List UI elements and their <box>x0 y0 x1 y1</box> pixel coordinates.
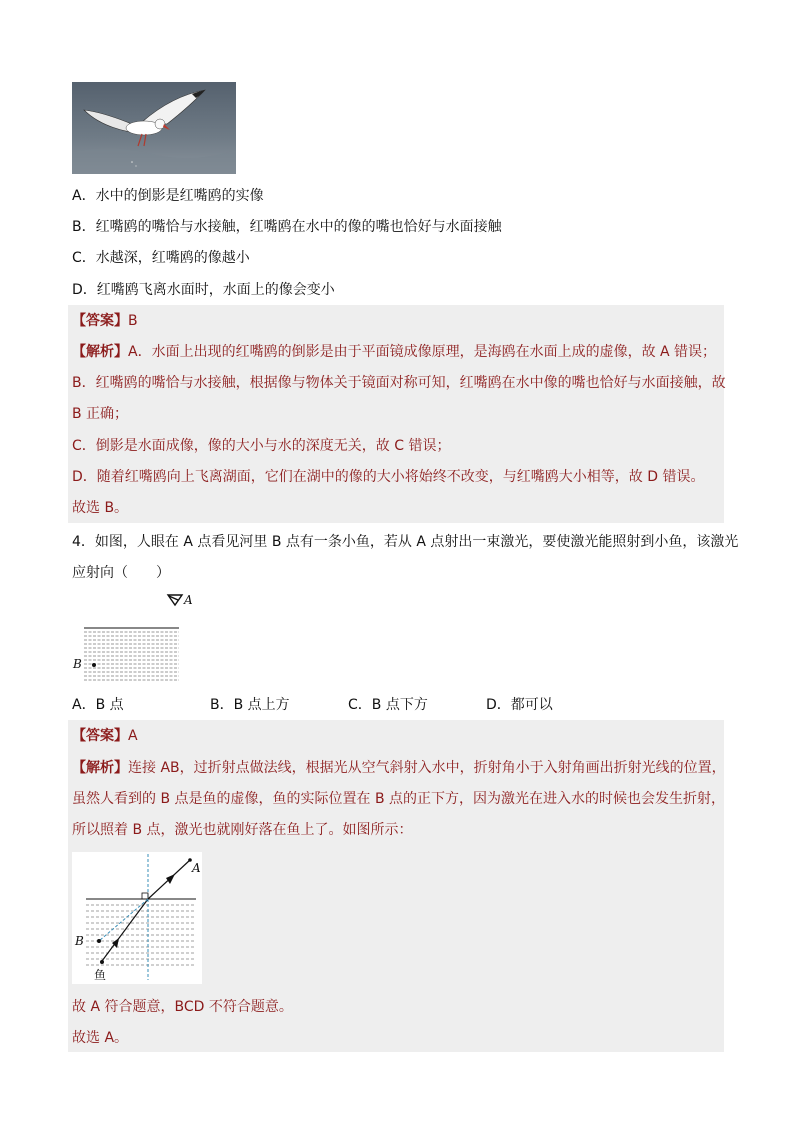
answer-tag: 【答案】 <box>72 728 128 744</box>
q4-water-figure <box>70 588 193 688</box>
q3-option-d: D．红嘴鸥飞离水面时，水面上的像会变小 <box>72 282 335 298</box>
q4-stem-line-2: 应射向（ ） <box>72 565 170 581</box>
fish-label: 鱼 <box>94 968 107 982</box>
q3-option-b: B．红嘴鸥的嘴恰与水接触，红嘴鸥在水中的像的嘴也恰好与水面接触 <box>72 219 502 235</box>
q4-analysis-line-2: 虽然人看到的 B 点是鱼的虚像，鱼的实际位置在 B 点的正下方，因为激光在进入水的时候也会发生折射， <box>72 791 726 807</box>
answer-value: B <box>128 313 138 329</box>
analysis-text: A．水面上出现的红嘴鸥的倒影是由于平面镜成像原理，是海鸥在水面上成的虚像，故 A 错误； <box>128 344 717 360</box>
q4-analysis-line-3: 所以照着 B 点，激光也就刚好落在鱼上了。如图所示： <box>72 822 413 838</box>
q3-analysis-line-6: 故选 B。 <box>72 500 129 516</box>
water-region <box>84 628 179 680</box>
q4-conclusion: 故 A 符合题意，BCD 不符合题意。 <box>72 999 293 1015</box>
eye-icon <box>168 595 182 605</box>
q4-final-choice: 故选 A。 <box>72 1030 129 1046</box>
q4-solution-figure <box>72 852 202 984</box>
fish-dot <box>100 960 104 964</box>
point-b-dot <box>97 939 101 943</box>
q4-option-a: A．B 点 <box>72 697 124 713</box>
point-a-label: A <box>184 593 193 607</box>
answer-value: A <box>128 728 138 744</box>
q3-analysis-line-1 <box>72 342 716 362</box>
q4-stem-line-1: 4．如图，人眼在 A 点看见河里 B 点有一条小鱼，若从 A 点射出一束激光，要使激光能照射到小鱼，该激光 <box>72 534 739 550</box>
answer-tag: 【答案】 <box>72 313 128 329</box>
q4-option-b: B．B 点上方 <box>210 697 290 713</box>
q3-analysis-line-3: B 正确； <box>72 406 129 422</box>
q3-analysis-line-2: B．红嘴鸥的嘴恰与水接触，根据像与物体关于镜面对称可知，红嘴鸥在水中像的嘴也恰好与水面接触，故 <box>72 375 726 391</box>
analysis-text: 连接 AB，过折射点做法线，根据光从空气斜射入水中，折射角小于入射角画出折射光线的位置， <box>128 760 726 776</box>
q4-option-c: C．B 点下方 <box>348 697 428 713</box>
q3-option-c: C．水越深，红嘴鸥的像越小 <box>72 250 250 266</box>
analysis-tag: 【解析】 <box>72 344 128 360</box>
q4-option-d: D．都可以 <box>486 697 553 713</box>
point-b-dot <box>92 663 96 667</box>
point-b-label: B <box>75 934 84 948</box>
q3-analysis-line-4: C．倒影是水面成像，像的大小与水的深度无关，故 C 错误； <box>72 438 451 454</box>
q4-answer-line <box>72 726 138 746</box>
point-a-label: A <box>192 861 201 875</box>
q3-answer-line <box>72 311 138 331</box>
q4-analysis-line-1 <box>72 758 726 778</box>
q3-option-a: A．水中的倒影是红嘴鸥的实像 <box>72 188 264 204</box>
q3-answer-box <box>68 305 724 523</box>
red-billed-gull-photo <box>72 82 236 174</box>
analysis-tag: 【解析】 <box>72 760 128 776</box>
point-b-label: B <box>73 657 82 671</box>
q3-analysis-line-5: D．随着红嘴鸥向上飞离湖面，它们在湖中的像的大小将始终不改变，与红嘴鸥大小相等，故 D 错误。 <box>72 469 705 485</box>
